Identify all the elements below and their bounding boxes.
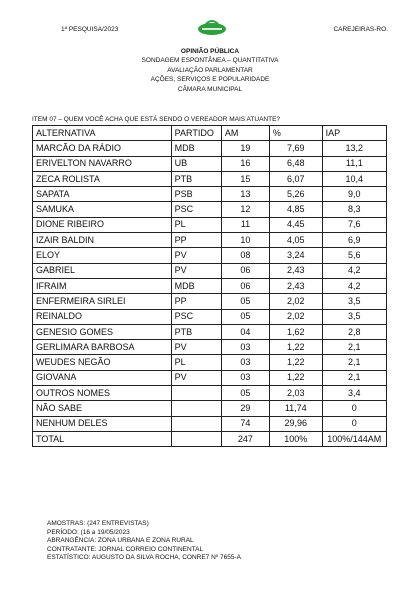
table-cell: PV	[171, 370, 221, 385]
table-cell: 04	[221, 324, 269, 339]
table-cell: 06	[221, 278, 269, 293]
table-cell: 100%/144AM	[322, 431, 386, 446]
table-cell: IZAIR BALDIN	[33, 233, 172, 248]
table-cell: 3,5	[322, 294, 386, 309]
footer-line: AMOSTRAS: (247 ENTREVISTAS)	[47, 520, 149, 527]
table-cell	[171, 401, 221, 416]
table-cell: OUTROS NOMES	[33, 386, 172, 401]
table-cell: 05	[221, 294, 269, 309]
table-cell	[171, 386, 221, 401]
title-line: SONDAGEM ESPONTÂNEA – QUANTITATIVA	[141, 57, 279, 65]
table-cell: 05	[221, 309, 269, 324]
footer-line: PERÍODO: (16 a 19/05/2023	[47, 528, 130, 536]
table-cell: PV	[171, 248, 221, 263]
table-cell: SAPATA	[33, 187, 172, 202]
logo-icon	[197, 18, 227, 38]
table-cell: 13	[221, 187, 269, 202]
question-text: ITEM 07 – QUEM VOCÊ ACHA QUE ESTÁ SENDO O VEREADOR MAIS ATUANTE?	[32, 116, 281, 123]
table-cell: 15	[221, 171, 269, 186]
table-cell: PTB	[171, 324, 221, 339]
table-cell: GIOVANA	[33, 370, 172, 385]
title-line: AÇÕES, SERVIÇOS E POPULARIDADE	[150, 76, 270, 84]
table-cell: 74	[221, 416, 269, 431]
table-cell: 2,1	[322, 355, 386, 370]
table-cell: 4,2	[322, 263, 386, 278]
city-name: CAREJEIRAS-RO.	[333, 26, 388, 33]
table-cell: PV	[171, 340, 221, 355]
table-cell: PSB	[171, 187, 221, 202]
table-cell: 29,96	[269, 416, 322, 431]
column-header: IAP	[322, 126, 386, 141]
table-cell: 03	[221, 370, 269, 385]
table-cell: 2,43	[269, 278, 322, 293]
title-line: AVALIAÇÃO PARLAMENTAR	[167, 66, 253, 74]
column-header: ALTERNATIVA	[33, 126, 172, 141]
table-cell: REINALDO	[33, 309, 172, 324]
table-row	[33, 294, 387, 309]
table-cell: 16	[221, 156, 269, 171]
table-cell: 11,1	[322, 156, 386, 171]
table-row	[33, 324, 387, 339]
methodology-notes	[47, 520, 241, 563]
table-cell: ERIVELTON NAVARRO	[33, 156, 172, 171]
table-cell: 1,22	[269, 355, 322, 370]
table-cell: 19	[221, 141, 269, 156]
footer-line: ESTATÍSTICO: AUGUSTO DA SILVA ROCHA, CONRE7 Nº 7655-A	[47, 554, 241, 562]
table-cell: GENESIO GOMES	[33, 324, 172, 339]
table-cell: NENHUM DELES	[33, 416, 172, 431]
table-cell: PL	[171, 217, 221, 232]
table-row	[33, 278, 387, 293]
table-cell: 7,69	[269, 141, 322, 156]
table-row	[33, 386, 387, 401]
table-cell: 6,48	[269, 156, 322, 171]
table-cell: 9,0	[322, 187, 386, 202]
table-row	[33, 370, 387, 385]
table-cell: 2,02	[269, 294, 322, 309]
table-cell: ENFERMEIRA SIRLEI	[33, 294, 172, 309]
table-row	[33, 263, 387, 278]
table-cell: 6,9	[322, 233, 386, 248]
table-cell: MARCÃO DA RÁDIO	[33, 141, 172, 156]
table-cell: 6,07	[269, 171, 322, 186]
table-cell: 1,22	[269, 370, 322, 385]
table-cell: TOTAL	[33, 431, 172, 446]
table-cell: 1,62	[269, 324, 322, 339]
table-cell: 10	[221, 233, 269, 248]
table-row	[33, 156, 387, 171]
table-cell: GERLIMARA BARBOSA	[33, 340, 172, 355]
table-cell: ZECA ROLISTA	[33, 171, 172, 186]
table-cell: 2,8	[322, 324, 386, 339]
table-cell: 1,22	[269, 340, 322, 355]
table-cell: PTB	[171, 171, 221, 186]
table-cell: 29	[221, 401, 269, 416]
table-cell: 2,1	[322, 370, 386, 385]
table-cell: 2,43	[269, 263, 322, 278]
table-cell: 0	[322, 416, 386, 431]
table-cell: 03	[221, 340, 269, 355]
table-row	[33, 431, 387, 446]
table-row	[33, 202, 387, 217]
table-cell: 4,2	[322, 278, 386, 293]
table-row	[33, 248, 387, 263]
table-cell: ELOY	[33, 248, 172, 263]
table-cell: 4,85	[269, 202, 322, 217]
table-cell: 100%	[269, 431, 322, 446]
table-cell: 247	[221, 431, 269, 446]
table-cell: 08	[221, 248, 269, 263]
table-row	[33, 233, 387, 248]
table-row	[33, 309, 387, 324]
table-cell: 2,03	[269, 386, 322, 401]
table-cell: 0	[322, 401, 386, 416]
table-cell: 3,24	[269, 248, 322, 263]
table-cell: DIONE RIBEIRO	[33, 217, 172, 232]
table-cell: 06	[221, 263, 269, 278]
table-cell: 12	[221, 202, 269, 217]
table-cell: PSC	[171, 202, 221, 217]
table-row	[33, 187, 387, 202]
table-cell: UB	[171, 156, 221, 171]
table-cell: 7,6	[322, 217, 386, 232]
table-cell: 3,4	[322, 386, 386, 401]
table-cell: 4,45	[269, 217, 322, 232]
table-cell: 13,2	[322, 141, 386, 156]
table-cell: 3,5	[322, 309, 386, 324]
table-cell: PP	[171, 294, 221, 309]
table-cell	[171, 416, 221, 431]
table-cell: PP	[171, 233, 221, 248]
table-cell: MDB	[171, 278, 221, 293]
table-cell: 2,1	[322, 340, 386, 355]
table-header-row	[33, 126, 387, 141]
table-cell: 2,02	[269, 309, 322, 324]
table-cell: 05	[221, 386, 269, 401]
table-cell: NÃO SABE	[33, 401, 172, 416]
table-cell: PV	[171, 263, 221, 278]
table-cell: PL	[171, 355, 221, 370]
footer-line: ABRANGÊNCIA: ZONA URBANA E ZONA RURAL	[47, 537, 194, 545]
table-cell: IFRAIM	[33, 278, 172, 293]
table-row	[33, 340, 387, 355]
title-line: OPINIÃO PÚBLICA	[180, 48, 240, 55]
column-header: AM	[221, 126, 269, 141]
table-cell: PSC	[171, 309, 221, 324]
table-cell: 5,26	[269, 187, 322, 202]
table-cell: 03	[221, 355, 269, 370]
table-cell: 5,6	[322, 248, 386, 263]
table-cell: WEUDES NEGÃO	[33, 355, 172, 370]
title-line: CÂMARA MUNICIPAL	[177, 85, 243, 93]
table-cell: MDB	[171, 141, 221, 156]
table-row	[33, 217, 387, 232]
table-cell: 10,4	[322, 171, 386, 186]
table-cell	[171, 431, 221, 446]
table-cell: 11,74	[269, 401, 322, 416]
table-cell: 4,05	[269, 233, 322, 248]
results-table	[32, 125, 387, 447]
table-row	[33, 416, 387, 431]
table-cell: 11	[221, 217, 269, 232]
table-row	[33, 401, 387, 416]
table-cell: SAMUKA	[33, 202, 172, 217]
footer-line: CONTRATANTE: JORNAL CORREIO CONTINENTAL	[47, 545, 204, 553]
table-row	[33, 171, 387, 186]
column-header: %	[269, 126, 322, 141]
title-block	[0, 47, 420, 94]
table-cell: 8,3	[322, 202, 386, 217]
column-header: PARTIDO	[171, 126, 221, 141]
table-row	[33, 141, 387, 156]
table-cell: GABRIEL	[33, 263, 172, 278]
survey-number: 1ª PESQUISA/2023	[61, 26, 119, 33]
table-row	[33, 355, 387, 370]
